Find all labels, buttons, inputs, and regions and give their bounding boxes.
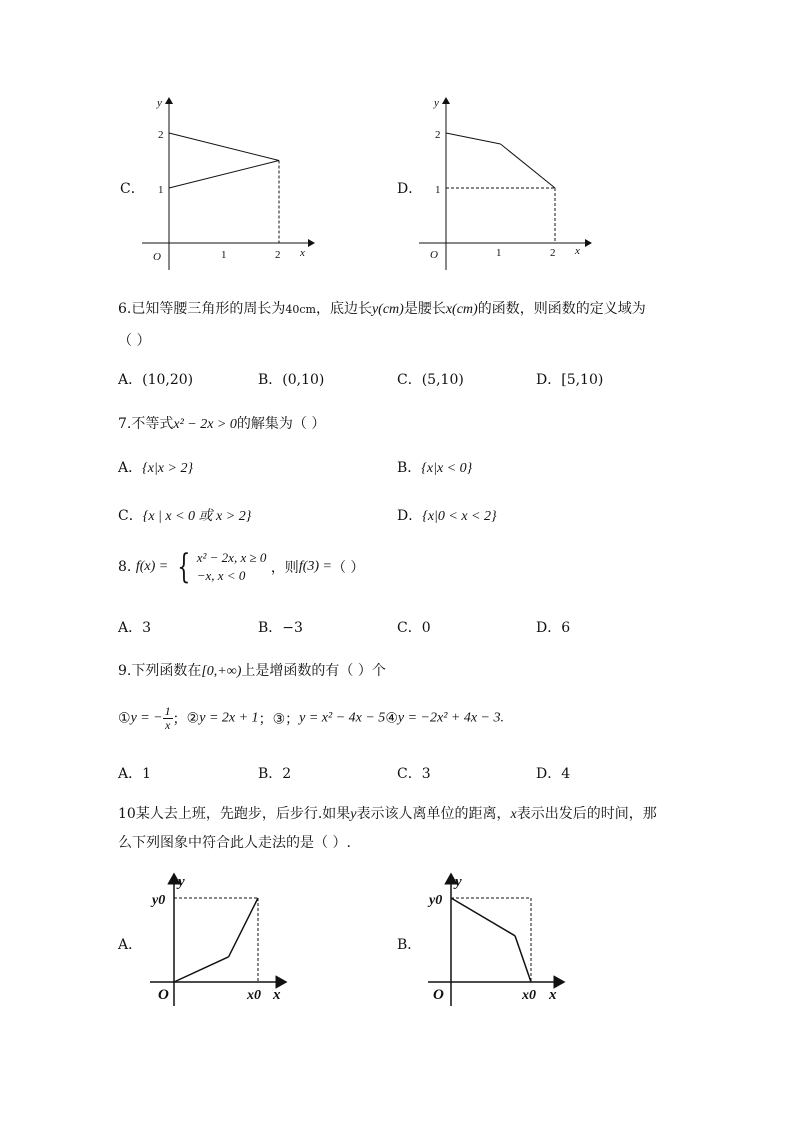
option-label: B． — [258, 620, 283, 636]
q6-perimeter: 40cm — [285, 303, 316, 316]
question-10-line2: 么下列图象中符合此人走法的是（ ）. — [118, 835, 351, 851]
x-axis-label: x — [575, 245, 580, 257]
q7-text-a: 7.不等式 — [118, 416, 174, 432]
q6-text-b: ，底边长 — [315, 301, 372, 317]
origin-label: O — [153, 251, 161, 263]
question-9-stem — [118, 660, 386, 680]
f1-lhs: y = − — [130, 710, 163, 726]
graph-segment-0 — [174, 957, 229, 982]
q8-option-c — [397, 617, 431, 637]
x-tick-1: 1 — [496, 247, 502, 259]
q9-interval: [0,+∞) — [201, 664, 242, 679]
f3-label: ③； — [272, 711, 300, 728]
f1-label: ① — [118, 710, 131, 727]
piecewise-brace: { — [176, 547, 190, 587]
q6-unit1: (cm) — [378, 302, 404, 317]
q8-option-d — [536, 617, 570, 637]
q8-option-a — [118, 617, 151, 637]
q9-option-c — [397, 763, 431, 783]
graph-b — [418, 866, 578, 1008]
option-label: D． — [397, 508, 423, 524]
option-label: C． — [397, 372, 422, 388]
q9-text-b: 上是增函数的有（ ）个 — [241, 663, 386, 679]
q7-text-b: 的解集为（ ） — [236, 416, 326, 432]
q8-option-b — [258, 617, 303, 637]
y0-label: y0 — [152, 893, 166, 908]
y0-label: y0 — [429, 893, 443, 908]
graph-a-segments — [174, 898, 258, 982]
y-axis-label: y — [434, 97, 439, 109]
piece-2: −x, x < 0 — [196, 568, 246, 583]
option-label: A． — [118, 766, 143, 782]
option-label: D． — [536, 766, 562, 782]
y-axis-label: y — [157, 97, 162, 109]
x-axis-label: x — [273, 987, 281, 1003]
option-value: {x | x < 0 或 x > 2} — [142, 509, 252, 524]
q9-text-a: 9.下列函数在 — [118, 663, 202, 679]
option-a-label: A． — [118, 937, 143, 953]
q10-line1-a: 10某人去上班，先跑步，后步行.如果 — [118, 806, 351, 822]
q6-text-d: 的函数，则函数的定义域为 — [477, 301, 646, 317]
f3: y = x² − 4x − 5 — [299, 710, 386, 726]
q8-prefix: 8. — [118, 559, 132, 575]
q10-line1-c: 表示出发后的时间，那 — [516, 806, 657, 822]
origin-label: O — [433, 987, 444, 1003]
graph-segment-0 — [169, 133, 279, 161]
q10-x-var: x — [510, 807, 517, 822]
option-value: (5,10) — [421, 372, 464, 388]
graph-segment-0 — [446, 133, 501, 144]
option-value: [5,10) — [561, 372, 604, 388]
piecewise-cases — [197, 549, 267, 585]
option-value: (0,10) — [282, 372, 325, 388]
x-tick-2: 2 — [275, 249, 281, 261]
graph-c — [138, 92, 328, 272]
q10-line1-b: 表示该人离单位的距离， — [356, 806, 511, 822]
x0-label: x0 — [247, 988, 261, 1003]
q6-text-a: 6.已知等腰三角形的周长为 — [118, 301, 286, 317]
x-tick-2: 2 — [550, 247, 556, 259]
f1-fraction — [163, 705, 173, 732]
q7-option-b — [397, 457, 472, 477]
option-label: A． — [118, 620, 143, 636]
graph-segment-1 — [169, 161, 279, 189]
graph-segment-0 — [451, 898, 515, 936]
graph-b-segments — [451, 898, 531, 982]
option-d-label: D． — [397, 181, 423, 197]
x0-label: x0 — [522, 988, 536, 1003]
f2-sep: ； — [258, 711, 273, 728]
question-7-stem — [118, 413, 325, 433]
q6-text-c: 是腰长 — [403, 301, 446, 317]
q6-option-b — [258, 369, 324, 389]
q6-option-c — [397, 369, 464, 389]
question-10-line1 — [118, 803, 657, 823]
q8-text-b: ，则 — [270, 560, 299, 576]
option-label: D． — [536, 620, 562, 636]
graph-c-segments — [169, 133, 279, 243]
q8-ask: f(3) = — [298, 559, 332, 574]
q6-paren: （ ） — [118, 333, 151, 349]
q7-inequality: x² − 2x > 0 — [173, 417, 237, 432]
f1-sep: ； — [172, 711, 187, 728]
q9-option-b — [258, 763, 291, 783]
option-value: 4 — [561, 766, 571, 782]
y-axis-label: y — [178, 874, 185, 890]
q7-option-c — [118, 505, 251, 525]
f1-denominator: x — [165, 718, 171, 732]
option-label: B． — [397, 460, 422, 476]
option-label: A． — [118, 460, 143, 476]
option-label: B． — [258, 372, 283, 388]
x-axis-label: x — [549, 987, 557, 1003]
f2: y = 2x + 1 — [199, 710, 259, 726]
option-b-label: B． — [397, 937, 422, 953]
graph-segment-1 — [515, 936, 531, 982]
q9-option-a — [118, 763, 151, 783]
graph-segment-1 — [229, 898, 258, 957]
q6-x-var: x — [445, 302, 453, 317]
q6-y-var: y — [371, 302, 379, 317]
q6-option-d — [536, 369, 603, 389]
x-axis-label: x — [300, 247, 305, 259]
question-8-stem — [118, 549, 364, 585]
y-axis-label: y — [455, 874, 462, 890]
f4-label: ④ — [385, 710, 398, 727]
origin-label: O — [430, 249, 438, 261]
option-label: C． — [397, 766, 422, 782]
option-label: C． — [118, 508, 143, 524]
q9-option-d — [536, 763, 570, 783]
graph-segment-1 — [501, 144, 556, 188]
q10-y-var: y — [350, 807, 357, 822]
graph-d-segments — [446, 133, 555, 243]
question-6-stem — [118, 298, 646, 318]
option-value: 2 — [282, 766, 292, 782]
option-value: {x|x > 2} — [142, 461, 194, 476]
option-label: D． — [536, 372, 562, 388]
option-c-label: C． — [120, 181, 145, 197]
option-value: 3 — [142, 620, 152, 636]
y-tick-1: 1 — [158, 184, 164, 196]
origin-label: O — [158, 987, 169, 1003]
y-tick-1: 1 — [435, 184, 441, 196]
option-label: A． — [118, 372, 143, 388]
option-value: 3 — [421, 766, 431, 782]
graph-a — [140, 866, 300, 1008]
option-value: 0 — [421, 620, 431, 636]
q7-option-a — [118, 457, 193, 477]
option-value: 1 — [142, 766, 152, 782]
option-value: {x|x < 0} — [421, 461, 473, 476]
f1-numerator: 1 — [164, 704, 171, 718]
option-value: {x|0 < x < 2} — [422, 509, 497, 524]
option-value: (10,20) — [142, 372, 194, 388]
f2-label: ② — [186, 710, 200, 727]
option-value: −3 — [282, 620, 303, 636]
x-tick-1: 1 — [221, 249, 227, 261]
q7-option-d — [397, 505, 497, 525]
f4: y = −2x² + 4x − 3. — [397, 710, 505, 726]
y-tick-2: 2 — [435, 129, 441, 141]
piece-1: x² − 2x, x ≥ 0 — [196, 550, 267, 565]
q9-function-list — [118, 705, 504, 732]
q6-option-a — [118, 369, 193, 389]
option-value: 6 — [561, 620, 571, 636]
q8-func: f(x) = — [135, 559, 169, 574]
graph-d — [415, 92, 605, 272]
option-label: B． — [258, 766, 283, 782]
option-label: C． — [397, 620, 422, 636]
q8-paren: （ ） — [331, 560, 365, 576]
y-tick-2: 2 — [158, 129, 164, 141]
q6-unit2: (cm) — [452, 302, 478, 317]
